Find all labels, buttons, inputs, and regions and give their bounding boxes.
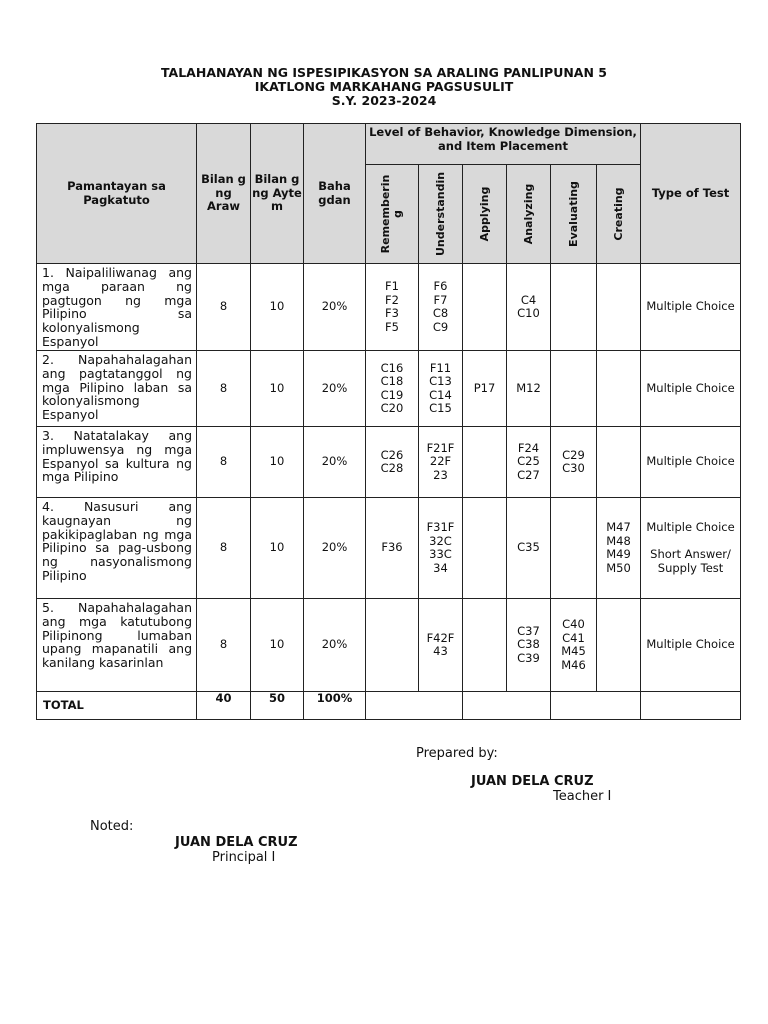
table-row — [37, 351, 741, 427]
document-subtitle: IKATLONG MARKAHANG PAGSUSULIT — [254, 79, 514, 94]
header-competency: Pamantayan sa Pagkatuto — [37, 124, 197, 264]
header-remembering: Rememberin g — [366, 165, 419, 264]
applying-cell — [463, 599, 507, 692]
percent-cell: 20% — [304, 427, 366, 498]
understanding-cell: F21F 22F 23 — [419, 427, 463, 498]
days-cell: 8 — [197, 264, 251, 351]
understanding-cell: F31F 32C 33C 34 — [419, 498, 463, 599]
creating-cell — [597, 599, 641, 692]
total-row — [37, 692, 741, 720]
items-cell: 10 — [251, 427, 304, 498]
total-items: 50 — [251, 692, 304, 720]
remembering-cell: C26 C28 — [366, 427, 419, 498]
document-header — [0, 66, 768, 108]
items-cell: 10 — [251, 599, 304, 692]
analyzing-cell: F24 C25 C27 — [507, 427, 551, 498]
creating-cell — [597, 351, 641, 427]
noted-title: Principal I — [212, 850, 276, 865]
applying-cell — [463, 264, 507, 351]
total-blank — [463, 692, 551, 720]
total-blank — [551, 692, 641, 720]
percent-cell: 20% — [304, 351, 366, 427]
items-cell: 10 — [251, 498, 304, 599]
remembering-cell — [366, 599, 419, 692]
noted-label: Noted: — [90, 819, 134, 834]
total-label: TOTAL — [37, 692, 197, 720]
days-cell: 8 — [197, 427, 251, 498]
type-cell: Multiple Choice — [641, 351, 741, 427]
header-items: Bilan g ng Ayte m — [251, 124, 304, 264]
prepared-by-label: Prepared by: — [416, 746, 498, 761]
evaluating-cell: C40 C41 M45 M46 — [551, 599, 597, 692]
applying-cell — [463, 427, 507, 498]
competency-cell: 3. Natatalakay ang impluwensya ng mga Espanyol sa kultura ng mga Pilipino — [37, 427, 197, 498]
days-cell: 8 — [197, 351, 251, 427]
analyzing-cell: C35 — [507, 498, 551, 599]
header-percent: Baha gdan — [304, 124, 366, 264]
creating-cell — [597, 264, 641, 351]
days-cell: 8 — [197, 599, 251, 692]
competency-cell: 2. Napahahalagahan ang pagtatanggol ng mga Pilipino laban sa kolonyalismong Espanyol — [37, 351, 197, 427]
total-blank — [641, 692, 741, 720]
noted-name: JUAN DELA CRUZ — [175, 835, 298, 850]
table-row — [37, 498, 741, 599]
type-cell: Multiple Choice — [641, 599, 741, 692]
total-blank — [366, 692, 463, 720]
header-evaluating: Evaluating — [551, 165, 597, 264]
header-days: Bilan g ng Araw — [197, 124, 251, 264]
competency-cell: 1. Naipaliliwanag ang mga paraan ng pagtugon ng mga Pilipino sa kolonyalismong Espanyol — [37, 264, 197, 351]
understanding-cell: F11 C13 C14 C15 — [419, 351, 463, 427]
table-row — [37, 427, 741, 498]
percent-cell: 20% — [304, 498, 366, 599]
applying-cell — [463, 498, 507, 599]
creating-cell: M47 M48 M49 M50 — [597, 498, 641, 599]
items-cell: 10 — [251, 264, 304, 351]
header-understanding: Understandin — [419, 165, 463, 264]
prepared-by-name: JUAN DELA CRUZ — [471, 774, 594, 789]
percent-cell: 20% — [304, 599, 366, 692]
analyzing-cell: M12 — [507, 351, 551, 427]
header-type: Type of Test — [641, 124, 741, 264]
understanding-cell: F42F 43 — [419, 599, 463, 692]
evaluating-cell — [551, 351, 597, 427]
school-year: S.Y. 2023-2024 — [331, 93, 437, 108]
analyzing-cell: C4 C10 — [507, 264, 551, 351]
header-applying: Applying — [463, 165, 507, 264]
type-cell: Multiple Choice — [641, 264, 741, 351]
type-cell: Multiple Choice — [641, 427, 741, 498]
total-days: 40 — [197, 692, 251, 720]
table-row — [37, 599, 741, 692]
header-creating: Creating — [597, 165, 641, 264]
evaluating-cell — [551, 264, 597, 351]
applying-cell: P17 — [463, 351, 507, 427]
creating-cell — [597, 427, 641, 498]
remembering-cell: F1 F2 F3 F5 — [366, 264, 419, 351]
prepared-by-title: Teacher I — [553, 789, 612, 804]
document-title: TALAHANAYAN NG ISPESIPIKASYON SA ARALING PANLIPUNAN 5 — [160, 65, 607, 80]
competency-cell: 5. Napahahalagahan ang mga katutubong Pilipinong lumaban upang mapanatili ang kanilang kasarinlan — [37, 599, 197, 692]
items-cell: 10 — [251, 351, 304, 427]
remembering-cell: F36 — [366, 498, 419, 599]
percent-cell: 20% — [304, 264, 366, 351]
evaluating-cell — [551, 498, 597, 599]
header-level: Level of Behavior, Knowledge Dimension, and Item Placement — [366, 124, 641, 165]
type-cell: Multiple Choice Short Answer/ Supply Test — [641, 498, 741, 599]
evaluating-cell: C29 C30 — [551, 427, 597, 498]
understanding-cell: F6 F7 C8 C9 — [419, 264, 463, 351]
header-analyzing: Analyzing — [507, 165, 551, 264]
days-cell: 8 — [197, 498, 251, 599]
specification-table — [36, 123, 741, 720]
table-row — [37, 264, 741, 351]
competency-cell: 4. Nasusuri ang kaugnayan ng pakikipaglaban ng mga Pilipino sa pag-usbong ng nasyonalismong Pilipino — [37, 498, 197, 599]
total-percent: 100% — [304, 692, 366, 720]
remembering-cell: C16 C18 C19 C20 — [366, 351, 419, 427]
analyzing-cell: C37 C38 C39 — [507, 599, 551, 692]
header-row — [37, 124, 741, 165]
